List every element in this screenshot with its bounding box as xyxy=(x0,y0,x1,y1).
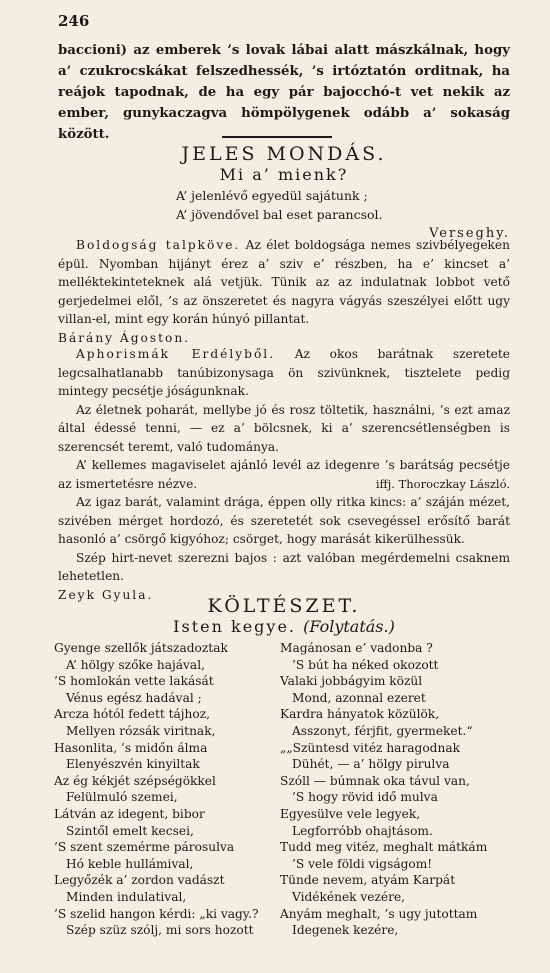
poem-line: Arcza hótól fedett tájhoz, xyxy=(54,707,211,722)
poem-line: Az ég kékjét szépségökkel xyxy=(54,773,216,788)
section-subtitle: Mi a’ mienk? xyxy=(219,165,349,184)
aphorism-5: Szép hirt-nevet szerezni bajos : azt valóban megérdemelni csaknem lehetetlen. xyxy=(58,550,510,583)
poem-line: Valaki jobbágyim közül xyxy=(280,674,423,689)
verse-line-2: A’ jövendővel bal eset parancsol. xyxy=(176,207,383,222)
aphorism-3 xyxy=(58,456,510,493)
poem-line: Dühét, — a’ hölgy pirulva xyxy=(292,757,450,772)
page-number: 246 xyxy=(58,12,90,30)
poem-line: Asszonyt, férjfit, gyermeket.“ xyxy=(292,723,473,738)
poem-line: Mond, azonnal ezeret xyxy=(292,690,426,705)
poem-line: Hó keble hullámival, xyxy=(66,856,194,871)
aphorism-5-author: Zeyk Gyula. xyxy=(58,587,154,602)
poem-line: ’S homlokán vette lakását xyxy=(54,674,214,689)
poem-line: Minden indulatival, xyxy=(66,889,187,904)
boldogsag-lead: Boldogság talpköve. xyxy=(76,238,241,252)
boldogsag-paragraph xyxy=(58,236,510,329)
aphorism-1 xyxy=(58,345,510,401)
poem-title: Isten kegye. xyxy=(173,617,296,636)
verse-author: Verseghy. xyxy=(429,226,510,241)
intro-paragraph: baccioni) az emberek ’s lovak lábai alatt mászkálnak, hogy a’ czukrocskákat felszedhessék, ’s irtóztatón orditnak, ha reájok tapodnak, de ha egy pár bajocchó-t vet nekik az ember, gunykaczagva hömpölygenek odább a’ sokaság között. xyxy=(58,43,510,142)
poem-line: A’ hölgy szőke hajával, xyxy=(66,657,205,672)
aphorisms-block xyxy=(58,345,510,604)
section2-subtitle xyxy=(58,617,510,636)
poem-line: ’S bút ha néked okozott xyxy=(292,657,439,672)
poem-line: Hasonlita, ’s midőn álma xyxy=(54,740,208,755)
aphorism-3-text: A’ kellemes magaviselet ajánló levél az idegenre ’s barátság pecsétje az ismertetésre nézve. xyxy=(58,458,510,491)
aphorism-4: Az igaz barát, valamint drága, éppen olly ritka kincs: a’ száján mézet, szivében mérget hordozó, és szeretetét sok csevegéssel erősítő barát hasonló a’ csörgő kigyóhoz; csörget, hogy marását kikerülhessük. xyxy=(58,495,510,546)
boldogsag-author: Bárány Ágoston. xyxy=(58,330,191,345)
poem-column-left xyxy=(54,640,258,939)
poem-line: Szóll — búmnak oka távul van, xyxy=(280,773,470,788)
poem-line: „„Szüntesd vitéz haragodnak xyxy=(280,740,460,755)
poem-line: Anyám meghalt, ’s ugy jutottam xyxy=(280,906,478,921)
poem-line: Egyesülve vele legyek, xyxy=(280,806,421,821)
section2-title: KÖLTÉSZET. xyxy=(207,595,361,617)
poem-line: ’S vele földi vigságom! xyxy=(292,856,433,871)
section-kolteszet xyxy=(58,595,510,636)
poem-line: Elenyészvén kinyiltak xyxy=(66,757,200,772)
section-jeles-mondas xyxy=(58,143,510,243)
poem-line: Magánosan e’ vadonba ? xyxy=(280,641,433,655)
poem-line: Látván az idegent, bibor xyxy=(54,806,205,821)
poem-line: Szép szüz szólj, mi sors hozott xyxy=(66,923,254,938)
aphorism-3-author: iffj. Thoroczkay László. xyxy=(375,476,510,491)
aphorisms-lead: Aphorismák Erdélyből. xyxy=(76,347,276,361)
poem-line: Tünde nevem, atyám Karpát xyxy=(280,873,456,888)
poem-line: Vidékének vezére, xyxy=(292,889,406,904)
poem-line: ’S szelid hangon kérdi: „ki vagy.? xyxy=(54,906,259,921)
poem-line: Idegenek kezére, xyxy=(292,923,399,938)
poem-line: Gyenge szellők játszadoztak xyxy=(54,641,228,655)
poem-line: Vénus egész hadával ; xyxy=(66,690,202,705)
poem-line: Mellyen rózsák viritnak, xyxy=(66,723,216,738)
poem-line: Szintől emelt kecsei, xyxy=(66,823,194,838)
boldogsag-block xyxy=(58,236,510,347)
verse-line-1: A’ jelenlévő egyedül sajátunk ; xyxy=(176,188,368,203)
poem-line: Tudd meg vitéz, meghalt mátkám xyxy=(280,840,488,855)
poem-line: ’S szent szemérme párosulva xyxy=(54,840,235,855)
poem-column-right xyxy=(280,640,487,939)
aphorism-1-text: Az okos barátnak szeretete legcsalhatlanabb tanúbizonysaga ön szivünknek, tisztelete pedig mintegy pecsétje jóságunknak. xyxy=(58,347,510,398)
poem-line: Legforróbb ohajtásom. xyxy=(292,823,433,838)
aphorism-2: Az életnek poharát, mellybe jó és rosz töltetik, használni, ’s ezt amaz által édessé tenni, — ez a’ bölcsnek, ki a’ szerencsétlenségben is szerencsét teremt, való tudománya. xyxy=(58,402,510,454)
poem-line: Legyőzék a’ zordon vadászt xyxy=(54,873,225,888)
section-title: JELES MONDÁS. xyxy=(181,143,387,165)
boldogsag-text: Az élet boldogsága nemes szivbélyegeken épül. Nyomban hijányt érez a’ sziv e’ részben, ha e’ kincset a’ melléktekinteteknek alá vetjük. Tünik az az indulatnak lobbot vető gerjedelmei elől, ’s az önszeretet és nagyra vágyás szeszélyei előtt ugy villan-el, mint egy korán húnyó pillantat. xyxy=(58,238,510,326)
section-divider xyxy=(222,136,332,138)
poem-line: ’S hogy rövid idő mulva xyxy=(292,790,438,805)
poem-line: Kardra hányatok közülök, xyxy=(280,707,440,722)
poem-line: Felülmuló szemei, xyxy=(66,790,178,805)
poem-continuation-note: (Folytatás.) xyxy=(303,617,395,636)
intro-paragraph-block xyxy=(58,40,510,145)
